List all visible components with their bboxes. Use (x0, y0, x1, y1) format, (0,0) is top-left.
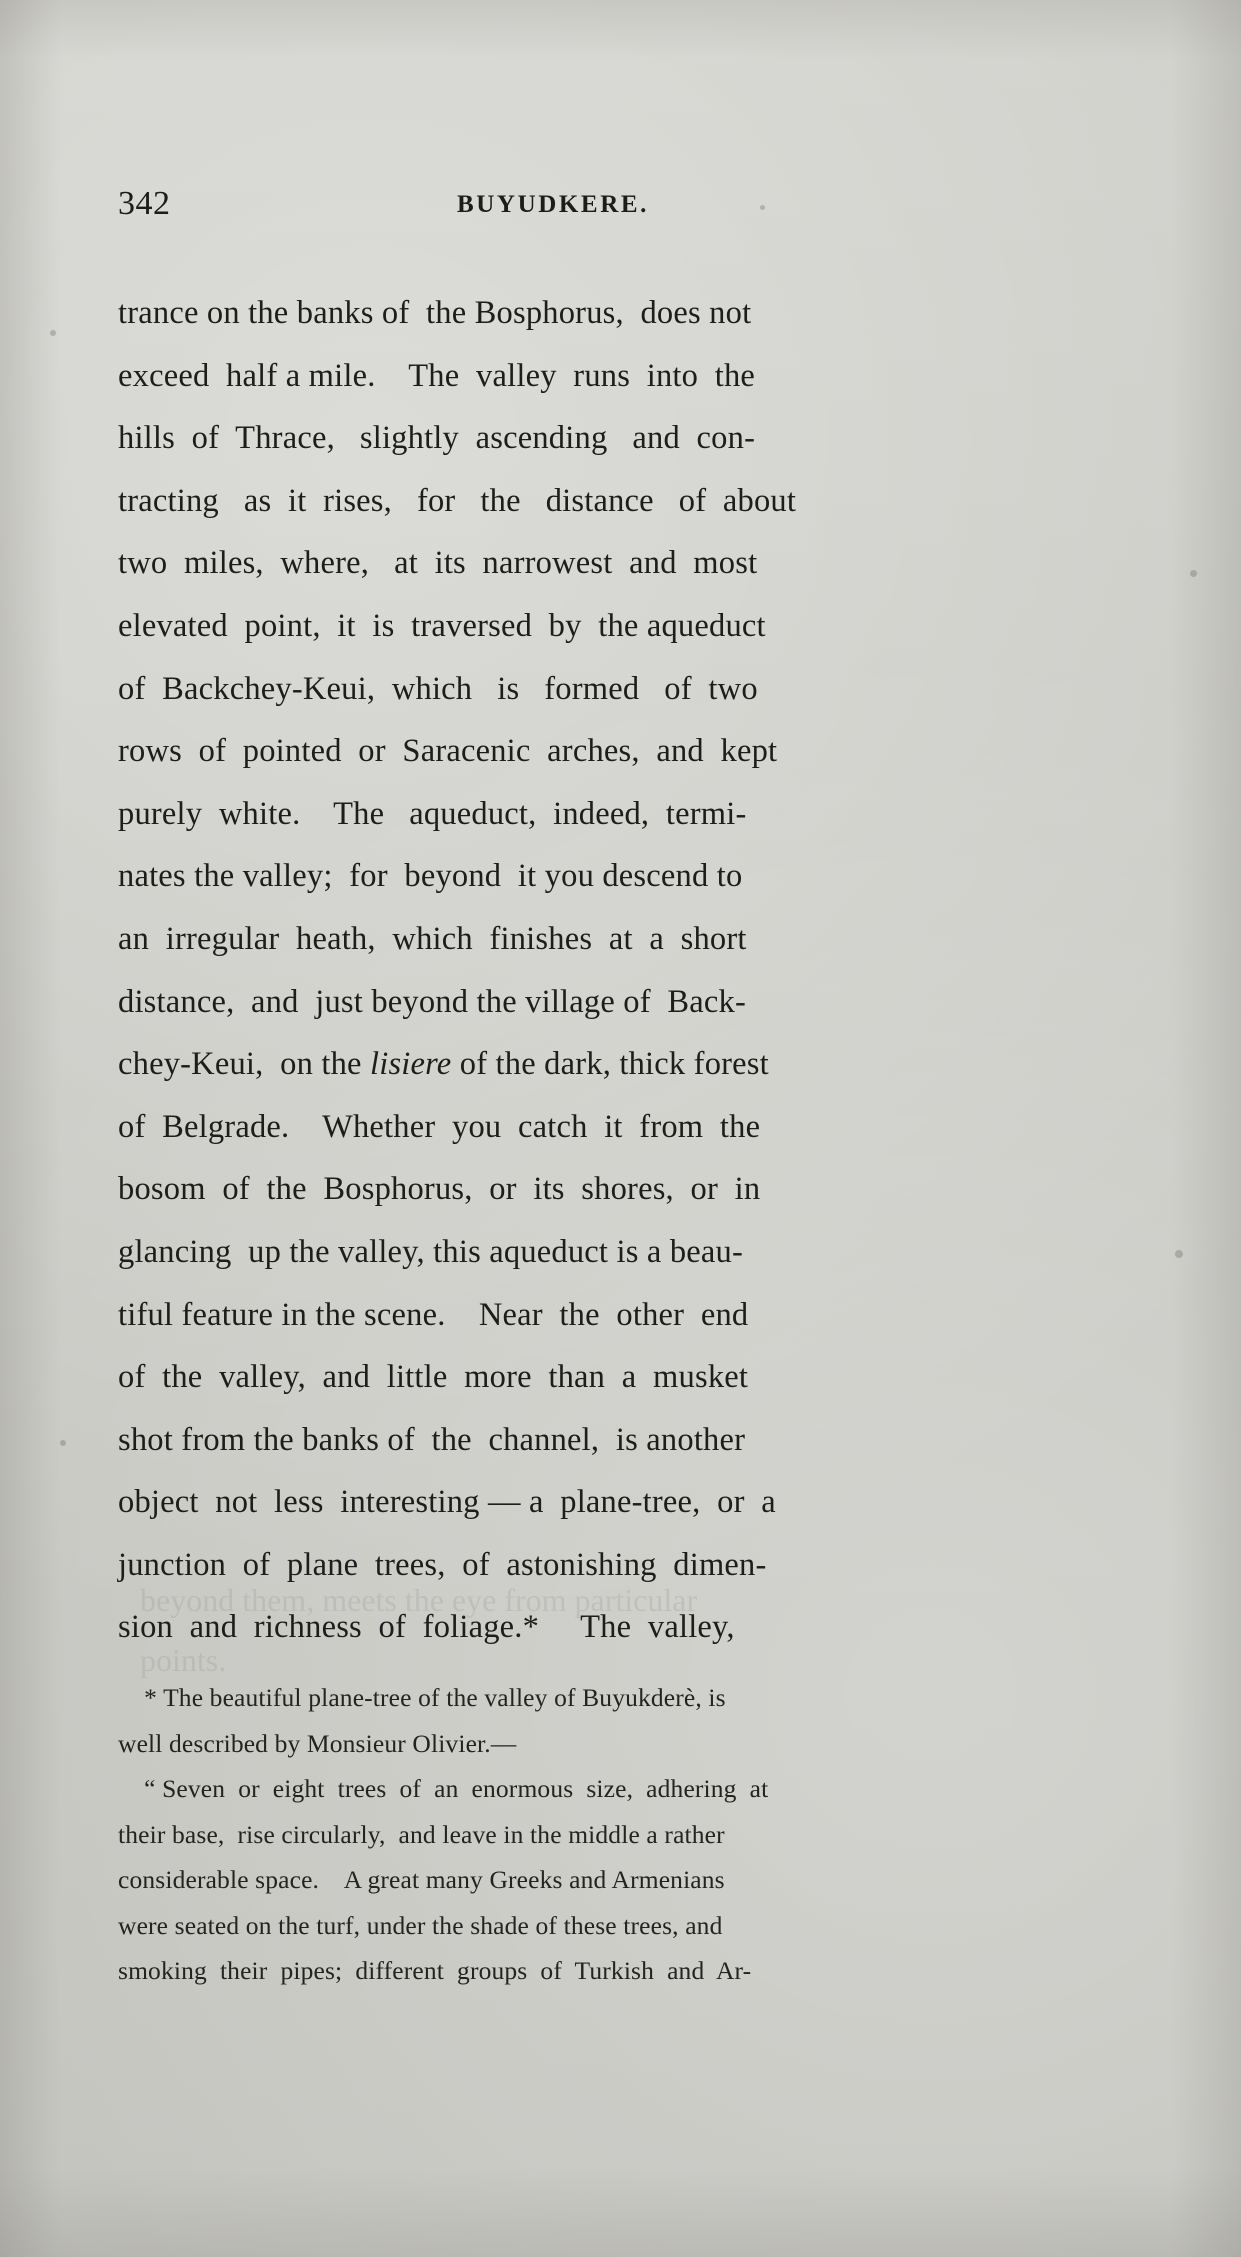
body-line: bosom of the Bosphorus, or its shores, or in (118, 1171, 761, 1208)
body-line: distance, and just beyond the village of Back- (118, 983, 747, 1020)
body-text (118, 282, 1123, 1659)
footnote-line: smoking their pipes; different groups of Turkish and Ar- (118, 1956, 752, 1985)
body-line: an irregular heath, which finishes at a short (118, 920, 747, 957)
body-line: of Belgrade. Whether you catch it from the (118, 1108, 761, 1145)
footnote-line: well described by Monsieur Olivier.— (118, 1728, 517, 1758)
page-edge-shading-bottom (0, 2167, 1241, 2257)
footnote-line: considerable space. A great many Greeks and Armenians (118, 1865, 725, 1894)
body-line-segment: of the dark, thick forest (451, 1046, 769, 1083)
body-line: exceed half a mile. The valley runs into the (118, 357, 756, 394)
paper-speck (50, 330, 56, 336)
page-header (118, 185, 1128, 225)
footnote-line: “ Seven or eight trees of an enormous size, adhering at (118, 1774, 769, 1803)
body-line: object not less interesting — a plane-tree, or a (118, 1484, 776, 1521)
body-line: elevated point, it is traversed by the aqueduct (118, 607, 766, 644)
footnote-line: * The beautiful plane-tree of the valley of Buyukderè, is (118, 1683, 726, 1712)
body-line: junction of plane trees, of astonishing dimen- (118, 1546, 767, 1583)
body-line: tiful feature in the scene. Near the other end (118, 1296, 749, 1333)
body-line: shot from the banks of the channel, is another (118, 1421, 746, 1458)
running-head: BUYUDKERE. (457, 191, 649, 218)
paper-speck (1190, 570, 1197, 577)
body-line: of Backchey-Keui, which is formed of two (118, 670, 758, 707)
body-line-with-italic (118, 1033, 1123, 1096)
footnote-line: were seated on the turf, under the shade of these trees, and (118, 1910, 723, 1940)
body-line: two miles, where, at its narrowest and most (118, 545, 758, 582)
body-line: glancing up the valley, this aqueduct is a beau- (118, 1233, 743, 1270)
italic-word: lisiere (369, 1046, 452, 1083)
body-line: rows of pointed or Saracenic arches, and kept (118, 733, 778, 770)
body-line: trance on the banks of the Bosphorus, does not (118, 295, 752, 331)
footnote-line: their base, rise circularly, and leave in the middle a rather (118, 1819, 725, 1849)
body-line-segment: chey-Keui, on the (118, 1046, 370, 1083)
body-line: sion and richness of foliage.* The valley, (118, 1609, 735, 1646)
body-line: of the valley, and little more than a musket (118, 1359, 749, 1396)
page-edge-shading-top (0, 0, 1241, 60)
body-line: nates the valley; for beyond it you descend to (118, 858, 743, 895)
page-number: 342 (118, 185, 171, 222)
body-line: purely white. The aqueduct, indeed, termi- (118, 795, 747, 832)
body-line: tracting as it rises, for the distance of about (118, 482, 797, 519)
body-line: hills of Thrace, slightly ascending and con- (118, 420, 756, 457)
paper-speck (60, 1440, 66, 1446)
page-edge-shading-right (1171, 0, 1241, 2257)
footnote (118, 1675, 1123, 1994)
page-edge-shading-left (0, 0, 60, 2257)
paper-speck (1175, 1250, 1183, 1258)
verso-bleedthrough: beyond them, meets the eye from particular points. (140, 1582, 698, 1678)
